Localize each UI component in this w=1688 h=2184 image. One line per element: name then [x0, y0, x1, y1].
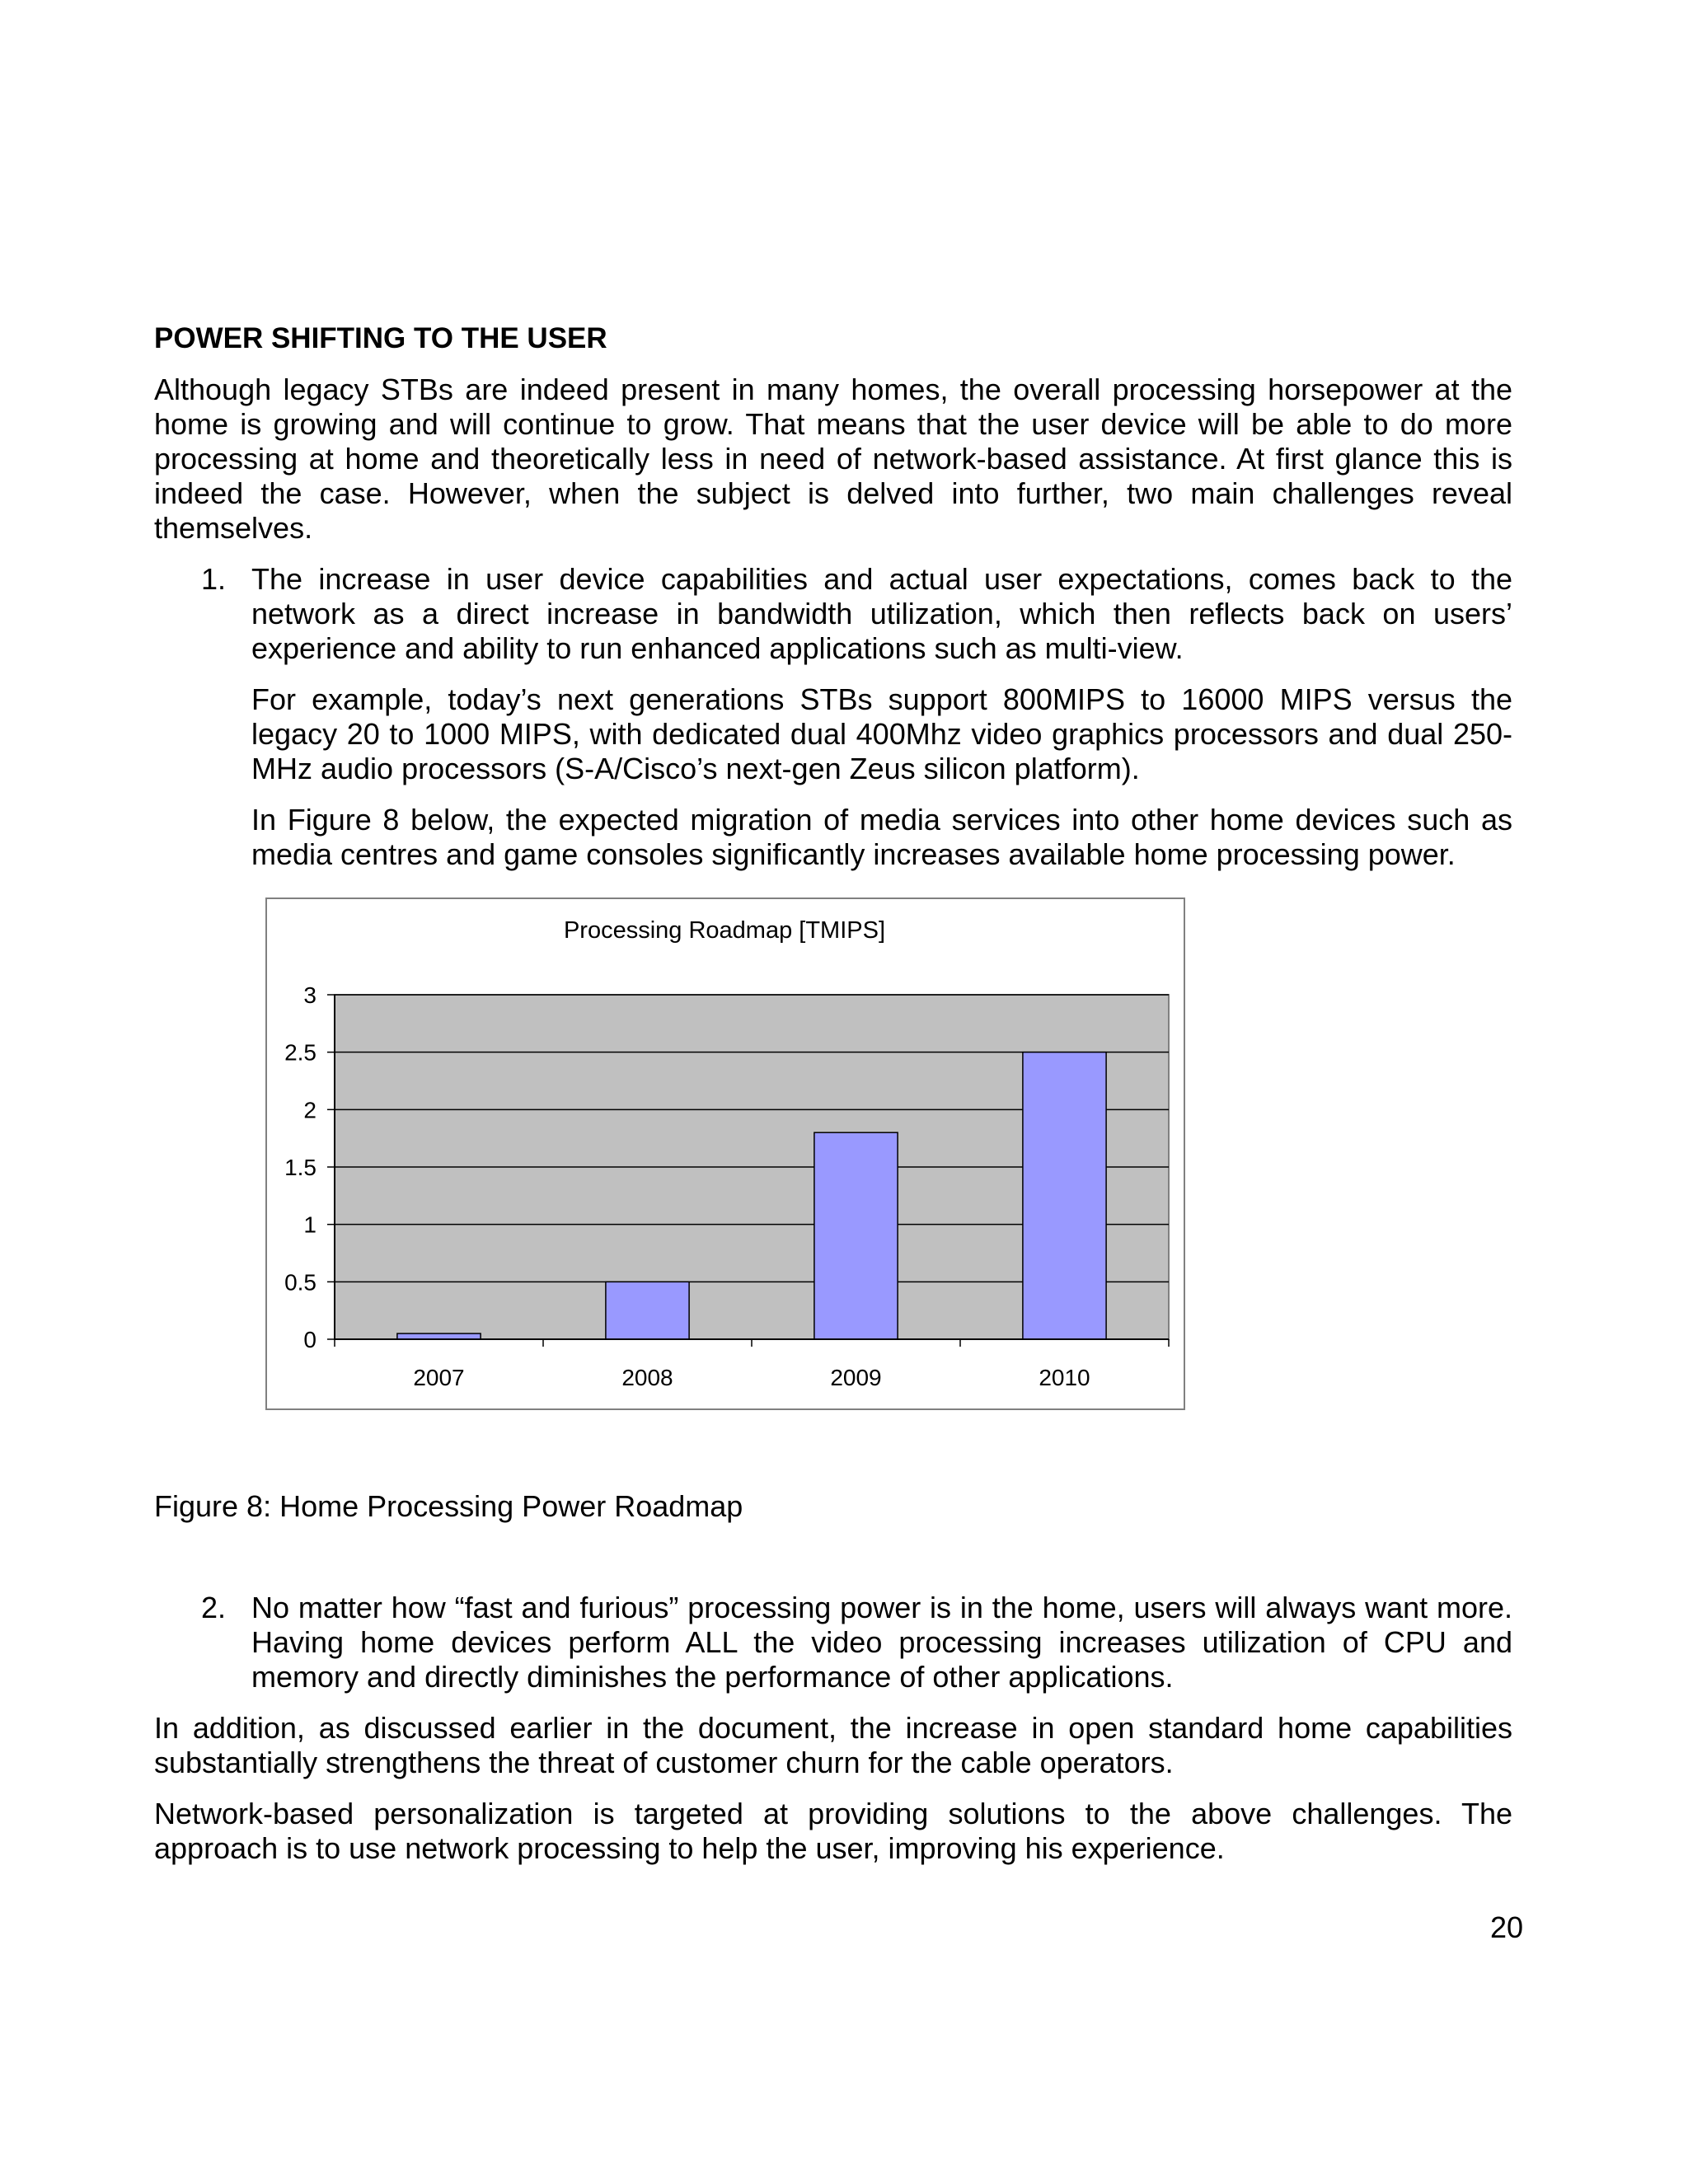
bar-2007: [397, 1333, 481, 1339]
bar-2008: [606, 1282, 689, 1339]
chart-title: Processing Roadmap [TMIPS]: [563, 917, 886, 944]
x-tick-label: 2010: [1039, 1365, 1090, 1390]
section-heading: POWER SHIFTING TO THE USER: [154, 322, 607, 354]
x-tick-label: 2007: [413, 1365, 465, 1390]
list-item-2-text: No matter how “fast and furious” processing power is in the home, users will always want more. Having home devices perform ALL the video processing increases utilization of CPU and memory and directly diminishes the performance of other applications.: [251, 1591, 1512, 1694]
list-item-1: [154, 562, 1512, 666]
list-item-1-text: The increase in user device capabilities and actual user expectations, comes back to the network as a direct increase in bandwidth utilization, which then reflects back on users’ experience and ability to run enhanced applications such as multi-view.: [251, 562, 1512, 665]
x-axis: [335, 1339, 1169, 1390]
y-tick-label: 2: [303, 1097, 316, 1123]
y-tick-label: 0: [303, 1327, 316, 1352]
list-number-2: 2.: [201, 1591, 227, 1624]
chart-container: [265, 898, 1185, 1410]
addition-paragraph: In addition, as discussed earlier in the document, the increase in open standard home capabilities substantially strengthens the threat of customer churn for the cable operators.: [154, 1711, 1512, 1779]
y-tick-label: 1: [303, 1212, 316, 1238]
network-paragraph: Network-based personalization is targeted at providing solutions to the above challenges. The approach is to use network processing to help the user, improving his experience.: [154, 1797, 1512, 1865]
intro-paragraph: Although legacy STBs are indeed present in many homes, the overall processing horsepower at the home is growing and will continue to grow. That means that the user device will be able to do more processing at home and theoretically less in need of network-based assistance. At first glance this is indeed the case. However, when the subject is delved into further, two main challenges reveal themselves.: [154, 373, 1512, 545]
bar-2010: [1023, 1052, 1106, 1339]
y-tick-label: 1.5: [284, 1155, 316, 1180]
x-tick-label: 2009: [830, 1365, 882, 1390]
figure-intro-paragraph: In Figure 8 below, the expected migration of media services into other home devices such as media centres and game consoles significantly increases available home processing power.: [251, 803, 1512, 871]
page-number: 20: [1489, 1910, 1523, 1944]
bar-2009: [814, 1132, 898, 1339]
y-tick-label: 2.5: [284, 1039, 316, 1066]
list-item-2: [154, 1591, 1512, 1694]
document-body-continued: [154, 1591, 1512, 1866]
bar-chart: [267, 899, 1184, 1408]
list-number-1: 1.: [201, 562, 227, 596]
y-tick-label: 3: [303, 982, 316, 1008]
figure-caption: Figure 8: Home Processing Power Roadmap: [154, 1489, 743, 1523]
y-axis: [284, 982, 335, 1352]
document-body: [154, 321, 1512, 872]
x-tick-label: 2008: [621, 1365, 673, 1390]
y-tick-label: 0.5: [284, 1269, 316, 1296]
example-paragraph: For example, today’s next generations STBs support 800MIPS to 16000 MIPS versus the legacy 20 to 1000 MIPS, with dedicated dual 400Mhz video graphics processors and dual 250-MHz audio processors (S-A/Cisco’s next-gen Zeus silicon platform).: [251, 682, 1512, 785]
